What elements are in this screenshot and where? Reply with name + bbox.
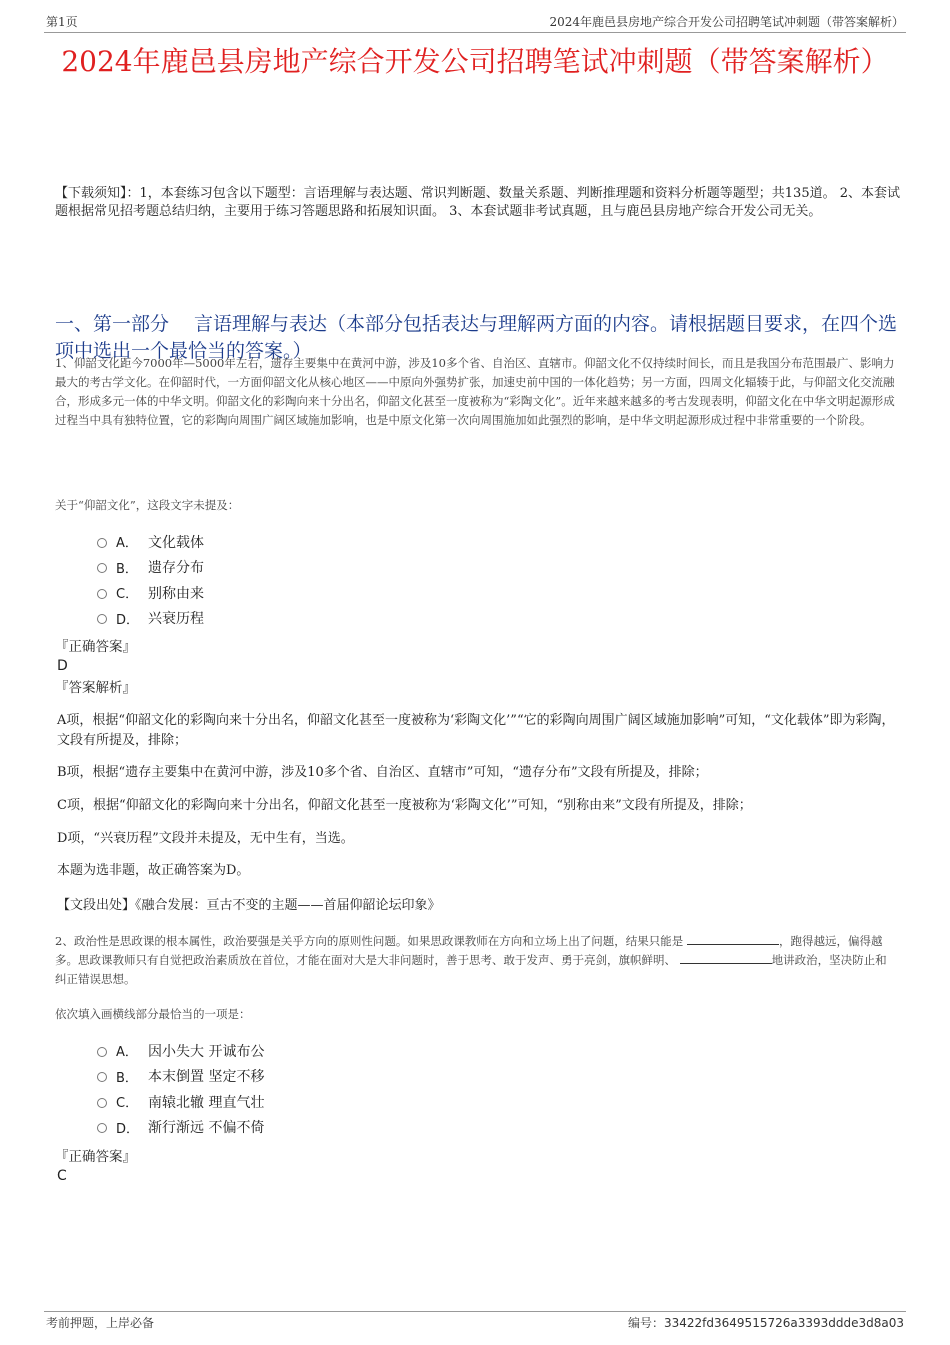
question-2-answer-label: 『正确答案』: [55, 1149, 136, 1165]
option-text: 兴衰历程: [148, 611, 204, 628]
analysis-conclusion: 本题为选非题，故正确答案为D。: [57, 863, 250, 878]
question-1-answer: D: [57, 658, 68, 674]
question-1-options: [95, 529, 495, 631]
question-2-passage: [55, 932, 898, 989]
page-header: [44, 12, 906, 33]
radio-icon[interactable]: [97, 589, 107, 599]
option-text: 文化载体: [148, 534, 204, 551]
option-letter: A．: [116, 1045, 138, 1061]
option-letter: B．: [116, 561, 138, 577]
question-2-option-a[interactable]: [95, 1038, 495, 1064]
question-1-passage: 1、仰韶文化距今7000年—5000年左右，遗存主要集中在黄河中游，涉及10多个省、自治区、直辖市。仰韶文化不仅持续时间长，而且是我国分布范围最广、影响力最大的考古学文化。在仰韶时代，一方面仰韶文化从核心地区——中原向外强势扩张，加速史前中国的一体化趋势；另一方面，四周文化辐辏于此，与仰韶文化交流融合，形成多元一体的中华文明。仰韶文化的彩陶向来十分出名，仰韶文化甚至一度被称为“彩陶文化”。近年来越来越多的考古发现表明，仰韶文化在中华文明起源形成过程当中具有独特位置，它的彩陶向周围广阔区域施加影响，也是中原文化第一次向周围施加如此强烈的影响，是中华文明起源形成过程中非常重要的一个阶段。: [55, 356, 895, 427]
question-1-prompt: 关于“仰韶文化”，这段文字未提及：: [55, 498, 240, 512]
fill-blank-1: [687, 933, 779, 945]
page-footer: [44, 1311, 906, 1330]
footer-serial: [628, 1314, 904, 1332]
passage-text: 地讲政治，坚决防止和纠正错误思想。: [55, 953, 887, 986]
question-1-option-c[interactable]: [95, 580, 495, 606]
question-1-option-a[interactable]: [95, 529, 495, 555]
question-1-answer-label: 『正确答案』: [55, 639, 136, 655]
question-2-option-b[interactable]: [95, 1064, 495, 1090]
option-letter: C．: [116, 1096, 139, 1112]
question-2-option-c[interactable]: [95, 1089, 495, 1115]
question-1-option-b[interactable]: [95, 555, 495, 581]
passage-text: 2、政治性是思政课的根本属性，政治要强是关乎方向的原则性问题。如果思政课教师在方向和立场上出了问题，结果只能是: [55, 934, 684, 948]
radio-icon[interactable]: [97, 614, 107, 624]
option-text: 别称由来: [148, 585, 204, 602]
analysis-option-c: C项，根据“仰韶文化的彩陶向来十分出名，仰韶文化甚至一度被称为‘彩陶文化’”可知，“别称由来”文段有所提及，排除；: [57, 798, 752, 813]
header-doc-title: 2024年鹿邑县房地产综合开发公司招聘笔试冲刺题（带答案解析）: [549, 15, 904, 29]
question-1-option-d[interactable]: [95, 606, 495, 632]
option-letter: D．: [116, 1121, 140, 1137]
option-letter: A．: [116, 536, 138, 552]
question-1-analysis-label: 『答案解析』: [55, 680, 136, 696]
analysis-option-a: A项，根据“仰韶文化的彩陶向来十分出名，仰韶文化甚至一度被称为‘彩陶文化’”“它的彩陶向周围广阔区域施加影响”可知，“文化载体”即为彩陶，文段有所提及，排除；: [57, 713, 895, 748]
option-text: 本末倒置 坚定不移: [148, 1069, 265, 1086]
download-notice: 【下载须知】：1，本套练习包含以下题型：言语理解与表达题、常识判断题、数量关系题、判断推理题和资料分析题等题型；共135道。 2、本套试题根据常见招考题总结归纳，主要用于练习答题思路和拓展知识面。 3、本套试题非考试真题，且与鹿邑县房地产综合开发公司无关。: [55, 186, 900, 219]
radio-icon[interactable]: [97, 1047, 107, 1057]
option-letter: C．: [116, 587, 139, 603]
document-title: 2024年鹿邑县房地产综合开发公司招聘笔试冲刺题（带答案解析）: [61, 45, 889, 78]
passage-text: ，跑得越远，偏得越多。思政课教师只有自觉把政治素质放在首位，才能在面对大是大非问题时，善于思考、敢于发声、勇于亮剑，旗帜鲜明、: [55, 934, 883, 967]
section-heading: 一、第一部分 言语理解与表达（本部分包括表达与理解两方面的内容。请根据题目要求，在四个选项中选出一个最恰当的答案。）: [55, 313, 898, 362]
footer-slogan: 考前押题，上岸必备: [46, 1316, 155, 1330]
question-2-answer: C: [57, 1168, 67, 1184]
radio-icon[interactable]: [97, 1098, 107, 1108]
question-2-prompt: 依次填入画横线部分最恰当的一项是：: [55, 1007, 251, 1021]
radio-icon[interactable]: [97, 1072, 107, 1082]
analysis-option-b: B项，根据“遗存主要集中在黄河中游，涉及10多个省、自治区、直辖市”可知，“遗存分布”文段有所提及，排除；: [57, 765, 708, 780]
option-text: 南辕北辙 理直气壮: [148, 1094, 265, 1111]
question-2-options: [95, 1038, 495, 1140]
page-number: 第1页: [46, 15, 78, 29]
option-letter: D．: [116, 612, 140, 628]
fill-blank-2: [680, 952, 772, 964]
option-text: 因小失大 开诚布公: [148, 1043, 265, 1060]
radio-icon[interactable]: [97, 538, 107, 548]
serial-number: 33422fd3649515726a3393ddde3d8a03: [664, 1316, 904, 1330]
question-2-option-d[interactable]: [95, 1115, 495, 1141]
radio-icon[interactable]: [97, 563, 107, 573]
analysis-option-d: D项，“兴衰历程”文段并未提及，无中生有，当选。: [57, 831, 354, 846]
option-text: 渐行渐远 不偏不倚: [148, 1120, 265, 1137]
option-text: 遗存分布: [148, 560, 204, 577]
radio-icon[interactable]: [97, 1123, 107, 1133]
option-letter: B．: [116, 1070, 138, 1086]
serial-label: 编号：: [627, 1316, 664, 1330]
analysis-source: 【文段出处】《融合发展：亘古不变的主题——首届仰韶论坛印象》: [57, 898, 441, 913]
